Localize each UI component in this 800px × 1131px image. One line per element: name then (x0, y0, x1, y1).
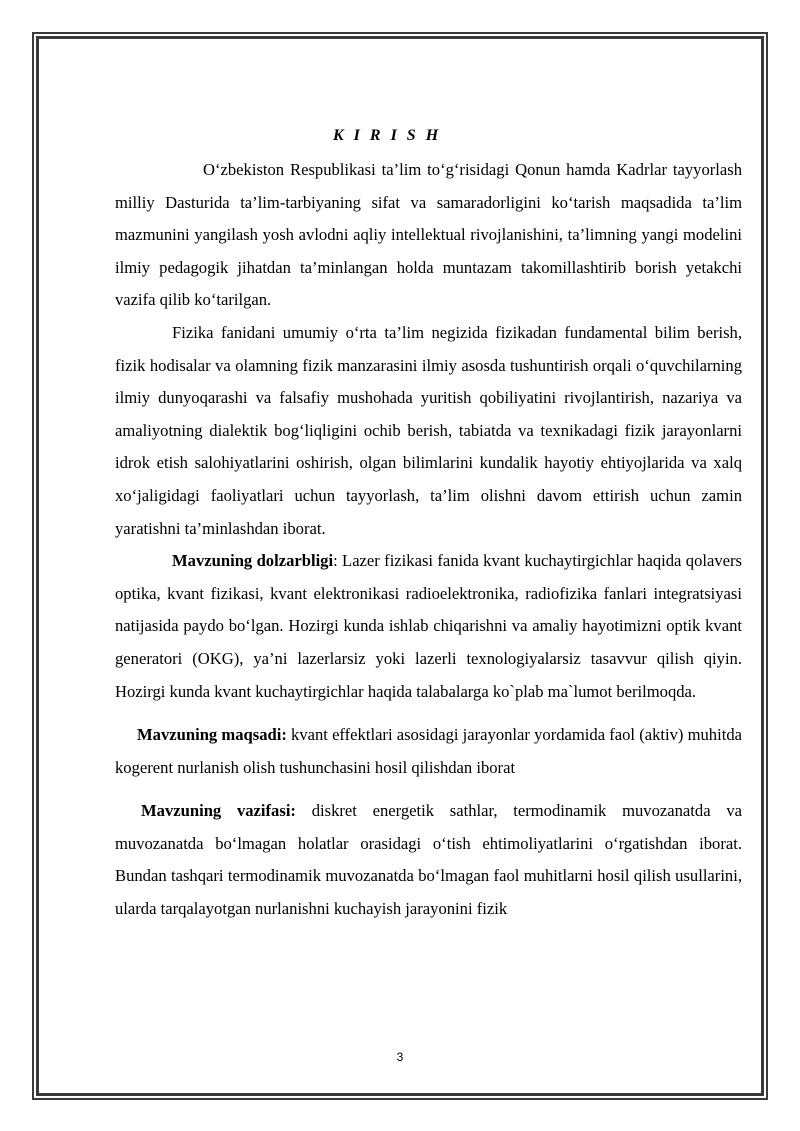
page-number: 3 (396, 1050, 404, 1064)
paragraph-tasks (115, 795, 742, 925)
goal-label: Mavzuning maqsadi: (137, 725, 287, 745)
section-heading: K I R I S H (333, 127, 442, 144)
document-body (115, 126, 742, 926)
paragraph-physics: Fizika fanidani umumiy o‘rta ta’lim negizida fizikadan fundamental bilim berish, fizik hodisalar va olamning fizik manzarasini ilmiy asosda tushuntirish orqali o‘quvchilarning ilmiy dunyoqarashi va falsafiy mushohada yuritish qobiliyatini rivojlantirish, nazariya va amaliyotning dialektik bog‘liqligini ochib berish, tabiatda va texnikadagi fizik jarayonlarni idrok etish salohiyatlarini oshirish, olgan bilimlarini kundalik hayotiy ehtiyojlarida va xalq xo‘jaligidagi faoliyatlari uchun tayyorlash, ta’lim olishni davom ettirish uchun zamin yaratishni ta’minlashdan iborat. (115, 322, 742, 538)
paragraph-intro: O‘zbekiston Respublikasi ta’lim to‘g‘risidagi Qonun hamda Kadrlar tayyorlash milliy Dasturida ta’lim-tarbiyaning sifat va samaradorligini ko‘tarish maqsadida ta’lim mazmunini yangilash yosh avlodni aqliy intellektual rivojlanishini, ta’limning yangi modelini ilmiy pedagogik jihatdan ta’minlangan holda muntazam takomillashtirib borish yetakchi vazifa qilib ko‘tarilgan. (115, 160, 742, 310)
tasks-text: diskret energetik sathlar, termodinamik muvozanatda va muvozanatda bo‘lmagan holatlar orasidagi o‘tish ehtimoliyatlarini o‘rgatishdan iborat. Bundan tashqari termodinamik muvozanatda bo‘lmagan faol muhitlarni hosil qilish usullarini, ularda tarqalayotgan nurlanishni kuchayish jarayonini fizik (115, 801, 742, 919)
goal-text: kvant effektlari asosidagi jarayonlar yordamida faol (aktiv) muhitda kogerent nurlanish olish tushunchasini hosil qilishdan iborat (115, 725, 742, 777)
paragraph-relevance (115, 545, 742, 708)
tasks-label: Mavzuning vazifasi: (141, 801, 296, 821)
paragraph-goal (115, 719, 742, 784)
relevance-label: Mavzuning dolzarbligi (172, 551, 334, 571)
relevance-text: : Lazer fizikasi fanida kvant kuchaytirgichlar haqida qolavers optika, kvant fizikasi, kvant elektronikasi radioelektronika, radiofizika fanlari integratsiyasi natijasida paydo bo‘lgan. Hozirgi kunda ishlab chiqarishni va amaliy hayotimizni optik kvant generatori (OKG), ya’ni lazerlarsiz yoki lazerli texnologiyalarsiz tasavvur qilish qiyin. Hozirgi kunda kvant kuchaytirgichlar haqida talabalarga ko`plab ma`lumot berilmoqda. (115, 551, 742, 701)
